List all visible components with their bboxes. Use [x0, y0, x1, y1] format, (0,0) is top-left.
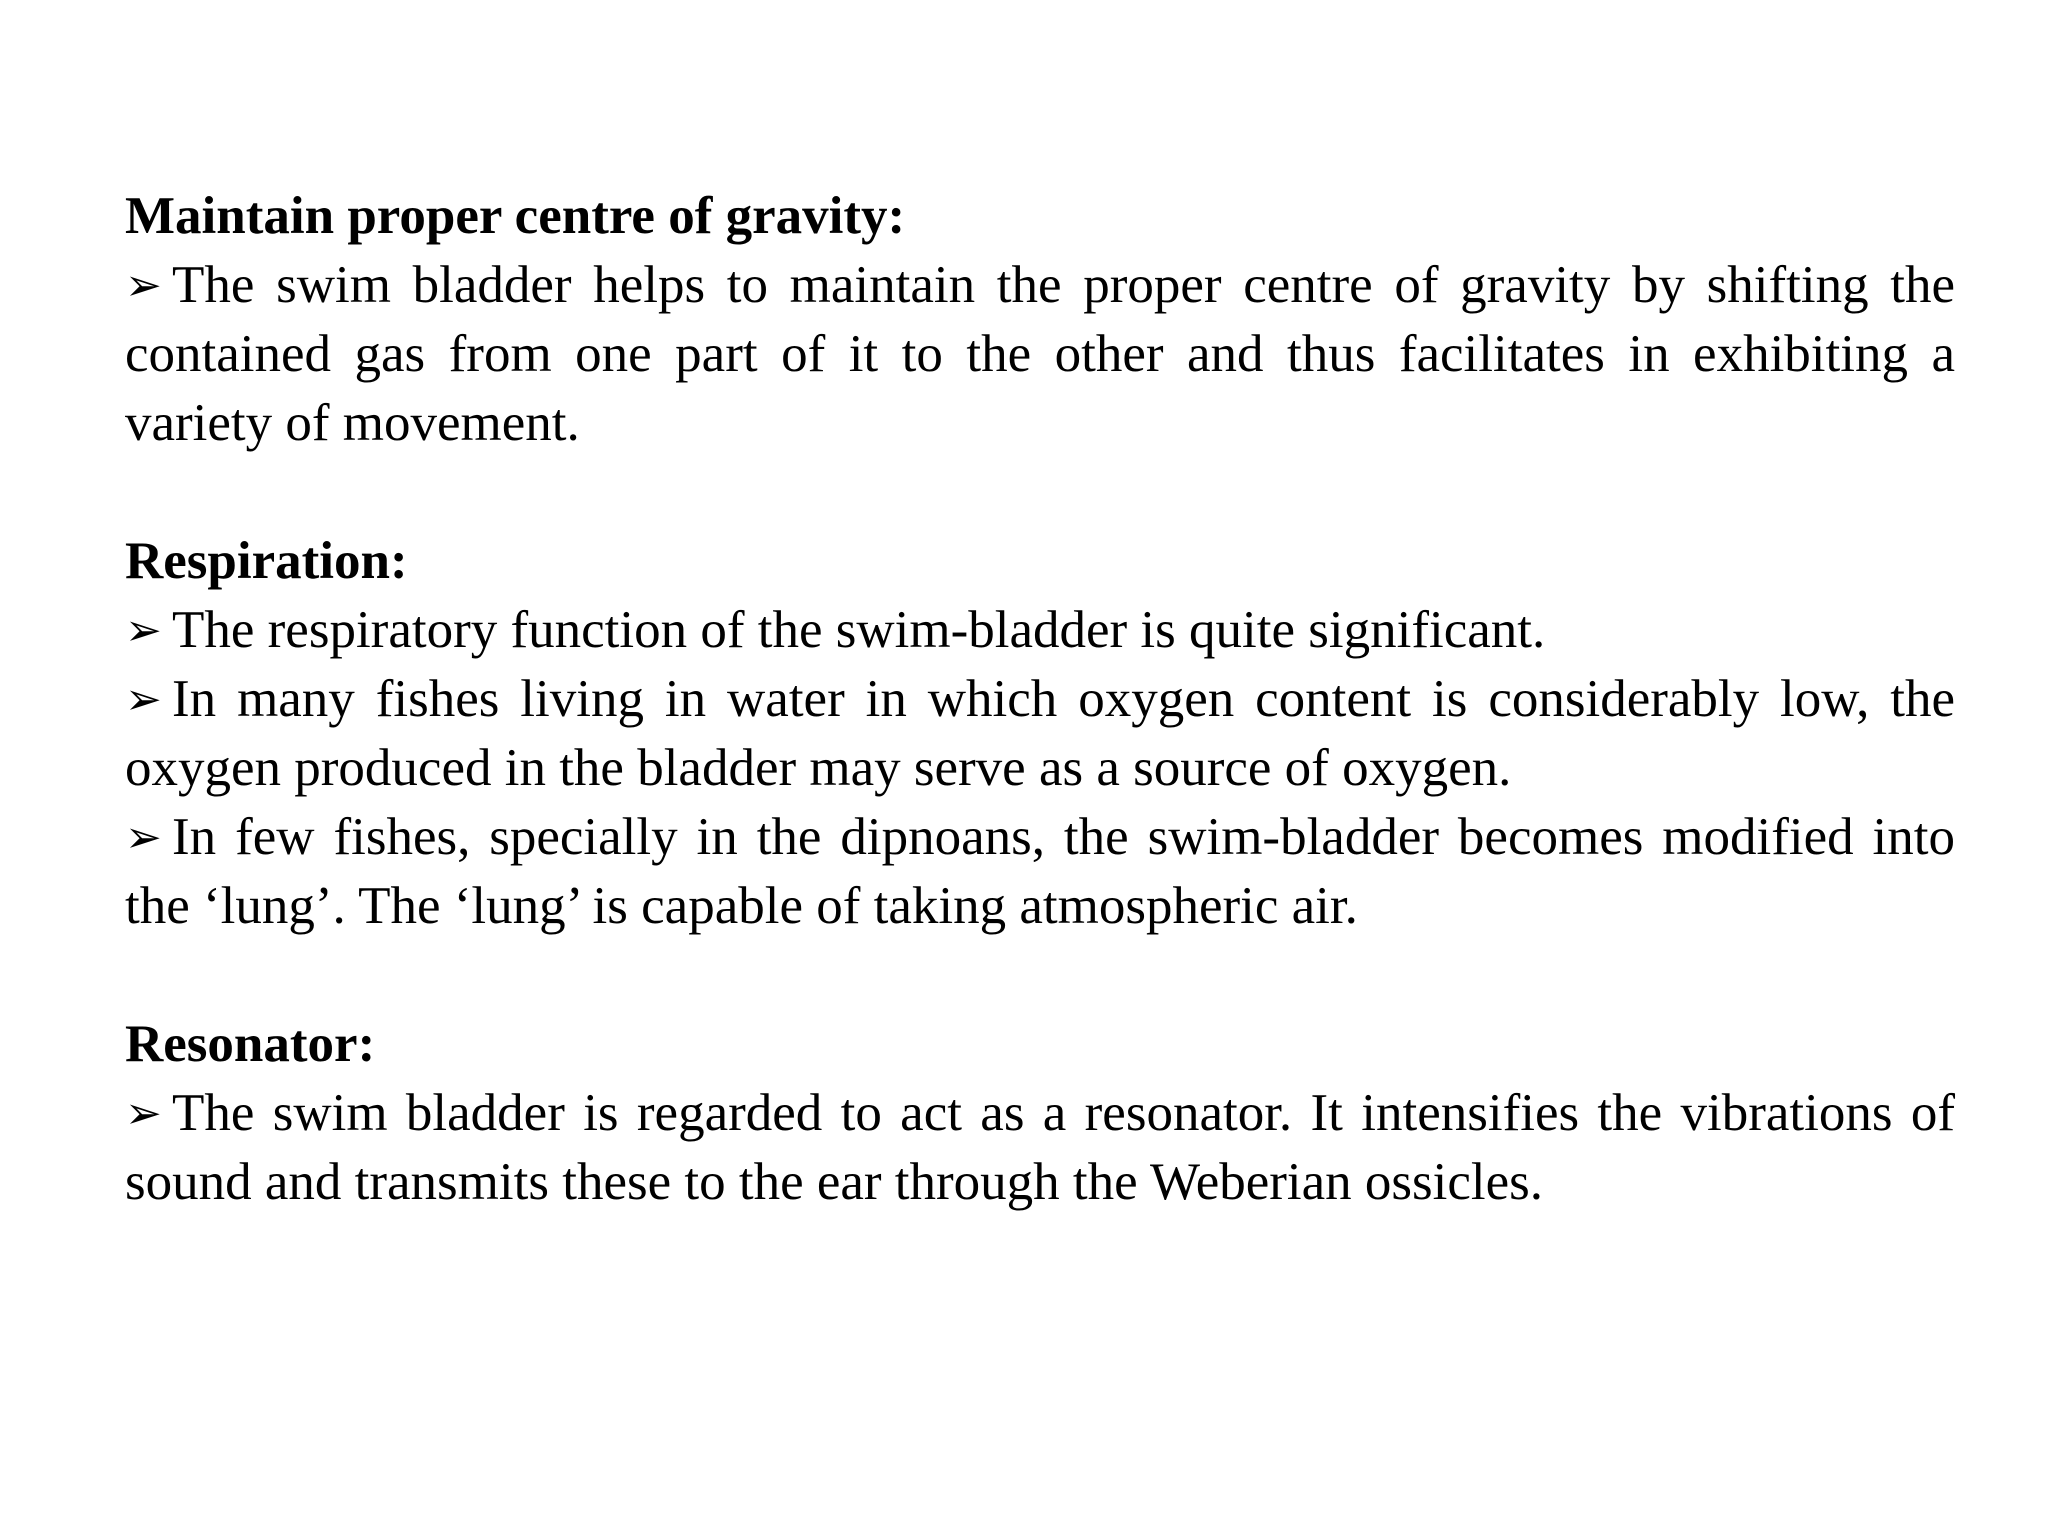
bullet-text: The respiratory function of the swim-bladder is quite significant.: [172, 601, 1546, 659]
bullet-text: In few fishes, specially in the dipnoans, the swim-bladder becomes modified into the ‘lung’. The ‘lung’ is capable of taking atmospheric air.: [125, 808, 1955, 935]
bullet-item: [125, 803, 1955, 941]
arrow-bullet-icon: ➢: [125, 605, 162, 656]
bullet-text: In many fishes living in water in which oxygen content is considerably low, the oxygen produced in the bladder may serve as a source of oxygen.: [125, 670, 1955, 797]
bullet-item: [125, 251, 1955, 458]
slide-content: [125, 182, 1955, 1217]
section-heading: Resonator:: [125, 1015, 376, 1073]
bullet-item: [125, 1079, 1955, 1217]
bullet-item: [125, 596, 1955, 665]
section-resonator: [125, 1010, 1955, 1217]
arrow-bullet-icon: ➢: [125, 1088, 162, 1139]
bullet-item: [125, 665, 1955, 803]
arrow-bullet-icon: ➢: [125, 260, 162, 311]
bullet-text: The swim bladder is regarded to act as a resonator. It intensifies the vibrations of sound and transmits these to the ear through the Weberian ossicles.: [125, 1084, 1955, 1211]
section-centre-of-gravity: [125, 182, 1955, 458]
section-respiration: [125, 527, 1955, 941]
section-heading: Respiration:: [125, 532, 408, 590]
arrow-bullet-icon: ➢: [125, 812, 162, 863]
arrow-bullet-icon: ➢: [125, 674, 162, 725]
section-heading: Maintain proper centre of gravity:: [125, 187, 906, 245]
bullet-text: The swim bladder helps to maintain the proper centre of gravity by shifting the contained gas from one part of it to the other and thus facilitates in exhibiting a variety of movement.: [125, 256, 1955, 452]
